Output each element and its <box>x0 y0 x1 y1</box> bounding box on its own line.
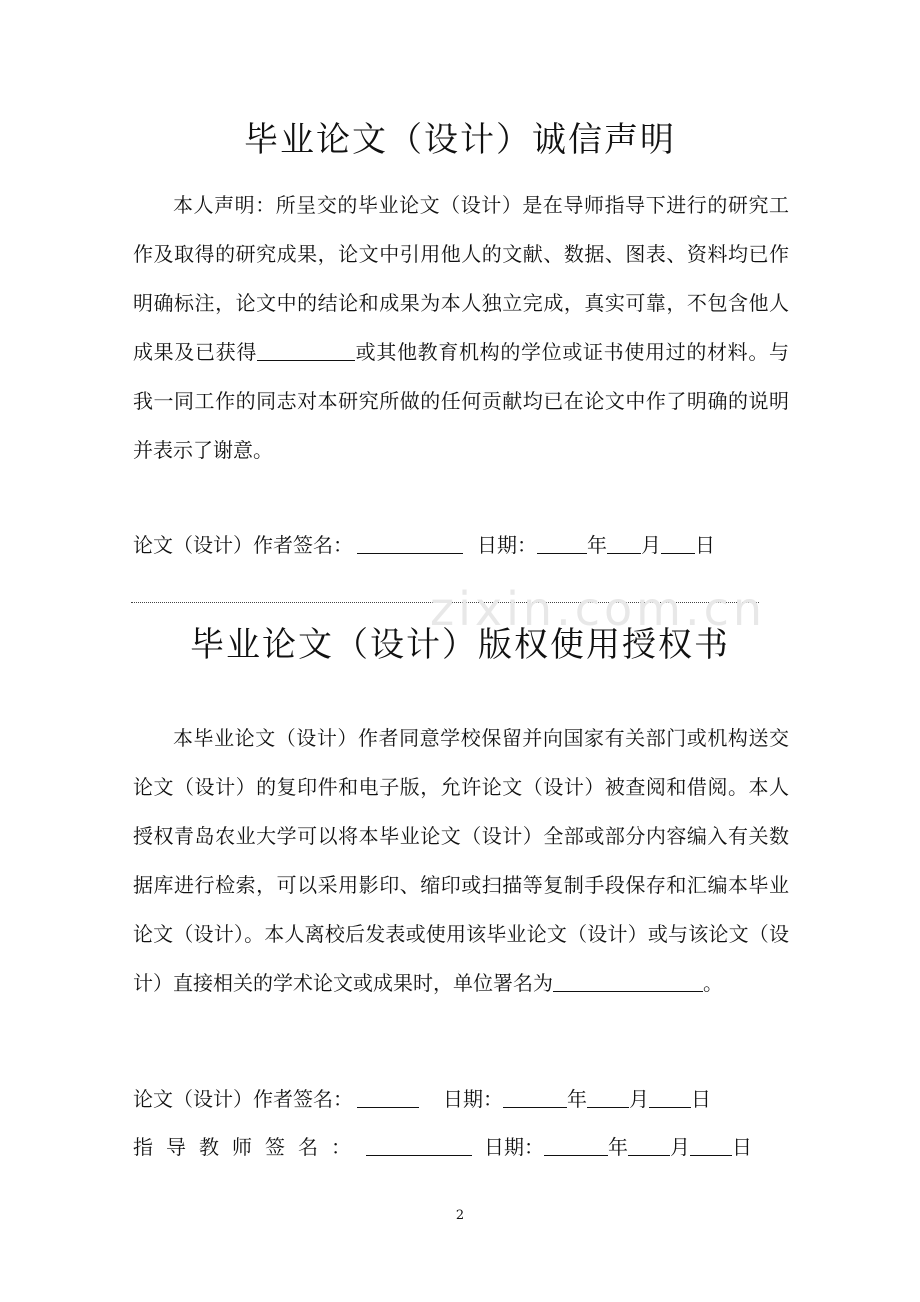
authorization-title: 毕业论文（设计）版权使用授权书 <box>190 625 730 665</box>
advisor-signature-blank <box>366 1135 472 1156</box>
year-blank <box>537 533 587 554</box>
integrity-text-1: 本人声明：所呈交的毕业论文（设计）是在导师指导下进行的研究工作及取得的研究成果，论文中引用他人的文献、数据、图表、资料均已作明确标注，论文中的结论和成果为本人独立完成，真实可靠，不包含他人成果及已获得 <box>133 193 789 364</box>
day-blank <box>661 533 695 554</box>
advisor-signature-label: 指导教师签名： <box>133 1135 364 1159</box>
authorization-text: 本毕业论文（设计）作者同意学校保留并向国家有关部门或机构送交论文（设计）的复印件和电子版，允许论文（设计）被查阅和借阅。本人授权青岛农业大学可以将本毕业论文（设计）全部或部分内容编入有关数据库进行检索，可以采用影印、缩印或扫描等复制手段保存和汇编本毕业论文（设计）。本人离校后发表或使用该毕业论文（设计）或与该论文（设计）直接相关的学术论文或成果时，单位署名为 <box>133 726 789 995</box>
integrity-signature-line <box>133 530 715 560</box>
date-label: 日期： <box>477 533 537 557</box>
day-label: 日 <box>691 1087 711 1111</box>
year-label: 年 <box>587 533 607 557</box>
year-label: 年 <box>567 1087 587 1111</box>
integrity-title: 毕业论文（设计）诚信声明 <box>244 120 676 160</box>
page-number: 2 <box>455 1208 465 1223</box>
authorization-paragraph <box>133 714 789 1008</box>
day-blank <box>649 1087 691 1108</box>
author-signature-label: 论文（设计）作者签名： <box>133 1087 353 1111</box>
author-signature-label: 论文（设计）作者签名： <box>133 533 353 557</box>
month-blank <box>607 533 641 554</box>
month-label: 月 <box>629 1087 649 1111</box>
year-blank <box>544 1135 608 1156</box>
author-signature-blank <box>357 1087 419 1108</box>
authorization-advisor-line <box>133 1132 752 1162</box>
author-signature-blank <box>357 533 463 554</box>
authorization-end: 。 <box>703 971 723 995</box>
institution-blank <box>257 340 355 361</box>
month-blank <box>587 1087 629 1108</box>
integrity-paragraph <box>133 181 789 475</box>
day-blank <box>690 1135 732 1156</box>
authorization-author-line <box>133 1084 711 1114</box>
watermark: zixin.com.cn <box>430 582 767 636</box>
date-label: 日期： <box>443 1087 503 1111</box>
year-blank <box>503 1087 567 1108</box>
month-label: 月 <box>670 1135 690 1159</box>
integrity-text-2: 或其他教育机构的学位或证书使用过的材料。与我一同工作的同志对本研究所做的任何贡献均已在论文中作了明确的说明并表示了谢意。 <box>133 340 789 462</box>
month-label: 月 <box>641 533 661 557</box>
unit-name-blank <box>553 971 703 992</box>
day-label: 日 <box>695 533 715 557</box>
month-blank <box>628 1135 670 1156</box>
date-label: 日期： <box>484 1135 544 1159</box>
year-label: 年 <box>608 1135 628 1159</box>
day-label: 日 <box>732 1135 752 1159</box>
